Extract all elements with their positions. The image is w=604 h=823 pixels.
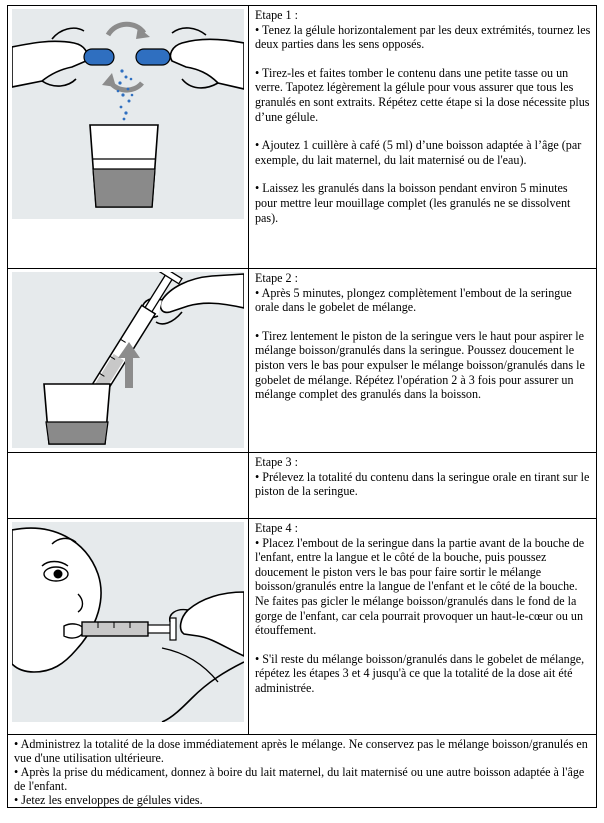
footer-notes-cell	[8, 735, 597, 808]
step-4-text-cell	[249, 519, 597, 735]
syringe-mixing-illustration	[12, 272, 244, 448]
footer-note: • Après la prise du médicament, donnez à boire du lait maternel, du lait maternisé ou une autre boisson adaptée à l'âge de l'enfant.	[14, 765, 585, 794]
step-1-row	[8, 6, 597, 269]
step-1-paragraph: • Ajoutez 1 cuillère à café (5 ml) d’une boisson adaptée à l’âge (par exemple, du lait maternel, du lait maternisé ou de l'eau).	[255, 138, 582, 167]
step-2-illustration-cell	[8, 269, 249, 453]
step-3-paragraph: • Prélevez la totalité du contenu dans la seringue orale en tirant sur le piston de la seringue.	[255, 469, 590, 499]
step-3-row	[8, 453, 597, 519]
step-1-text-cell	[249, 6, 597, 269]
step-1-illustration-cell	[8, 6, 249, 269]
step-2-paragraph: • Après 5 minutes, plongez complètement l'embout de la seringue orale dans le gobelet de mélange.	[255, 285, 572, 315]
footer-row	[8, 735, 597, 808]
capsule-opening-illustration	[12, 9, 244, 219]
instructions-page	[7, 5, 597, 808]
step-3-title: Etape 3 :	[255, 455, 298, 469]
step-1-paragraph: • Tirez-les et faites tomber le contenu dans une petite tasse ou un verre. Tapotez légèrement la gélule pour vous assurer que tous les granulés en sont extraits. Répétez cette étape si la dose nécessite plus d’une gélule.	[255, 65, 590, 124]
step-2-text-cell	[249, 269, 597, 453]
step-1-paragraph: • Laissez les granulés dans la boisson pendant environ 5 minutes pour mettre leur mouillage complet (les granulés ne se dissolvent pas).	[255, 181, 571, 225]
footer-note: • Jetez les enveloppes de gélules vides.	[14, 793, 203, 808]
step-4-title: Etape 4 :	[255, 521, 298, 535]
instructions-table	[7, 5, 597, 808]
child-syringe-illustration	[12, 522, 244, 722]
step-4-paragraph: • S'il reste du mélange boisson/granulés dans le gobelet de mélange, répétez les étapes 3 et 4 jusqu'à ce que la totalité de la dose ait été administrée.	[255, 651, 585, 695]
footer-note: • Administrez la totalité de la dose immédiatement après le mélange. Ne conservez pas le mélange boisson/granulés en vue d'une utilisation ultérieure.	[14, 737, 588, 766]
step-2-paragraph: • Tirez lentement le piston de la seringue vers le haut pour aspirer le mélange boisson/granulés dans la seringue. Poussez doucement le piston vers le bas pour expulser le mélange boisson/granulés dans le gobelet de mélange. Répétez l'opération 2 à 3 fois pour assurer un mélange complet des granulés dans la boisson.	[255, 328, 585, 402]
step-1-title: Etape 1 :	[255, 8, 298, 22]
step-4-illustration-cell	[8, 519, 249, 735]
step-3-text-cell	[249, 453, 597, 519]
step-1-paragraph: • Tenez la gélule horizontalement par les deux extrémités, tournez les deux parties dans les sens opposés.	[255, 22, 591, 52]
step-4-row	[8, 519, 597, 735]
step-2-row	[8, 269, 597, 453]
step-4-paragraph: • Placez l'embout de la seringue dans la partie avant de la bouche de l'enfant, entre la langue et le côté de la bouche, puis poussez doucement le piston vers le bas pour faire sortir le mélange boisson/granulés entre la langue de l'enfant et le côté de la bouche. Ne faites pas gicler le mélange boisson/granulés dans le fond de la gorge de l'enfant, car cela pourrait provoquer un haut-le-cœur ou un étouffement.	[255, 535, 585, 638]
step-2-title: Etape 2 :	[255, 271, 298, 285]
step-3-empty-cell	[8, 453, 249, 519]
